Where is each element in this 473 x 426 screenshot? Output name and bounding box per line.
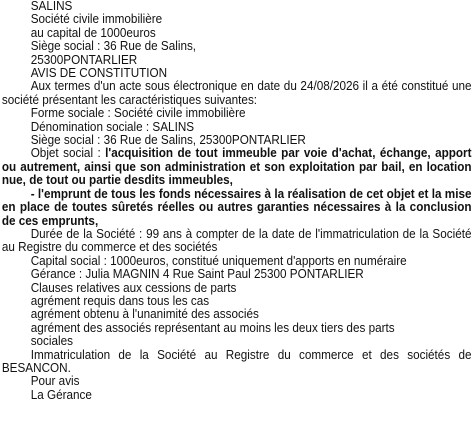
objet-text-1: l'acquisition de tout immeuble par voie d'achat, échange, apport ou autrement, ainsi que son administration et son exploitation par bail, en location nue, de tout ou partie desdits immeubles, (1, 146, 472, 188)
pour-avis: Pour avis (30, 374, 80, 389)
notice-title: AVIS DE CONSTITUTION (30, 66, 168, 81)
clauses-cessions: Clauses relatives aux cessions de parts (30, 280, 237, 295)
objet-social (2, 147, 472, 187)
company-seat: Siège social : 36 Rue de Salins, (30, 39, 197, 54)
company-capital: au capital de 1000euros (30, 25, 156, 40)
intro-paragraph: Aux termes d'un acte sous électronique en date du 24/08/2026 il a été constitué une société présentant les caractéristiques suivantes: (1, 79, 472, 107)
signature: La Gérance (30, 387, 92, 402)
agrement-2: agrément obtenu à l'unanimité des associés (30, 307, 259, 322)
agrement-3: agrément des associés représentant au moins les deux tiers des parts sociales (30, 320, 395, 349)
denomination-sociale: Dénomination sociale : SALINS (30, 119, 195, 134)
objet-text-2: - l'emprunt de tous les fonds nécessaires à la réalisation de cet objet et la mise en place de toutes sûretés réelles ou autres garanties nécessaires à la conclusion de ces emprunts, (1, 186, 472, 228)
forme-sociale: Forme sociale : Société civile immobilière (30, 106, 246, 121)
company-name: SALINS (30, 0, 73, 13)
siege-social: Siège social : 36 Rue de Salins, 25300PONTARLIER (30, 133, 306, 148)
company-form: Société civile immobilière (30, 12, 163, 27)
immatriculation: Immatriculation de la Société au Registre du commerce et des sociétés de BESANCON. (1, 347, 472, 375)
company-city: 25300PONTARLIER (30, 52, 138, 67)
duree-societe: Durée de la Société : 99 ans à compter de la date de l'immatriculation de la Société au Registre du commerce et des sociétés (1, 226, 472, 255)
objet-label: Objet social : (30, 146, 106, 161)
agrement-1: agrément requis dans tous les cas (30, 293, 210, 308)
gerance: Gérance : Julia MAGNIN 4 Rue Saint Paul 25300 PONTARLIER (30, 267, 364, 282)
capital-social: Capital social : 1000euros, constitué uniquement d'apports en numéraire (30, 253, 407, 268)
